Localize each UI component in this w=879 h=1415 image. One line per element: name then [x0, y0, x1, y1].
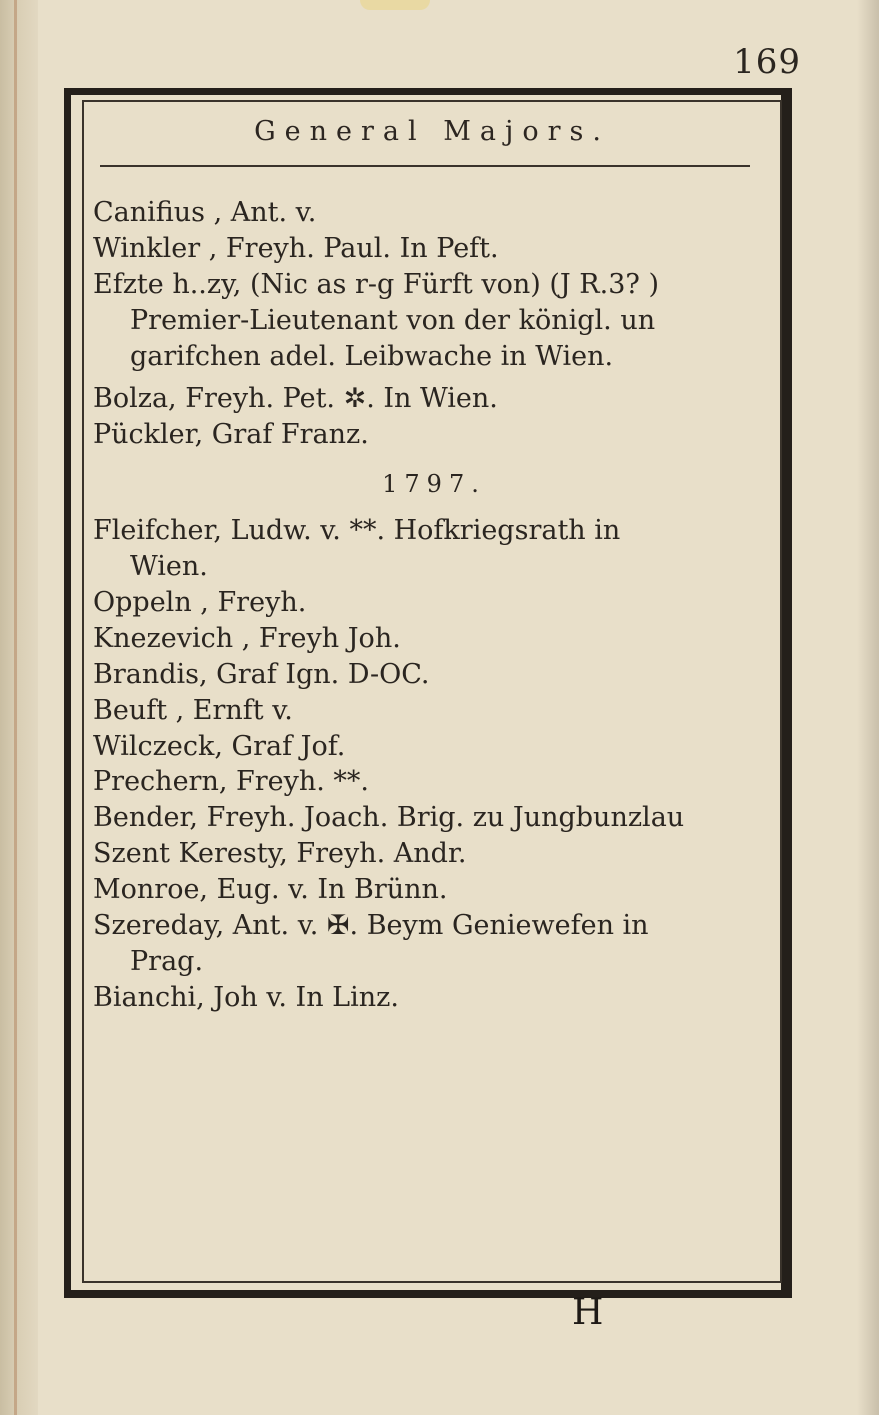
list-item: Szereday, Ant. v. ✠. Beym Geniewefen in: [93, 910, 649, 942]
page-number: 169: [733, 42, 801, 82]
year-heading: 1797.: [382, 470, 486, 499]
list-item: Beuft , Ernft v.: [93, 694, 293, 726]
header-rule: [100, 165, 750, 167]
book-gutter: [0, 0, 38, 1415]
list-item-continuation: Prag.: [130, 945, 204, 977]
list-item: Wilczeck, Graf Jof.: [93, 730, 346, 762]
signature-mark: H: [572, 1292, 604, 1333]
list-item: Efzte h..zy, (Nic as r-g Fürft von) (J R.3? ): [93, 268, 659, 300]
list-item: Pückler, Graf Franz.: [93, 419, 369, 451]
section-header: General Majors.: [254, 116, 610, 147]
list-item: Prechern, Freyh. **.: [93, 766, 370, 798]
entries-list: [93, 195, 775, 1016]
list-item: Bender, Freyh. Joach. Brig. zu Jungbunzlau: [93, 802, 685, 834]
list-item: Bianchi, Joh v. In Linz.: [93, 981, 399, 1013]
list-item-continuation: Wien.: [130, 551, 208, 583]
list-item: Brandis, Graf Ign. D-OC.: [93, 658, 430, 690]
list-item-continuation: garifchen adel. Leibwache in Wien.: [130, 340, 614, 372]
page-edge-shadow: [857, 0, 879, 1415]
list-item: Fleifcher, Ludw. v. **. Hofkriegsrath in: [93, 515, 621, 547]
list-item: Canifius , Ant. v.: [93, 197, 317, 228]
list-item: Winkler , Freyh. Paul. In Peft.: [93, 232, 499, 264]
paper-stain: [360, 0, 430, 10]
list-item: Bolza, Freyh. Pet. ✲. In Wien.: [93, 383, 498, 415]
gutter-edge: [14, 0, 17, 1415]
list-item: Oppeln , Freyh.: [93, 587, 307, 619]
list-item-continuation: Premier-Lieutenant von der königl. un: [130, 304, 656, 336]
list-item: Szent Keresty, Freyh. Andr.: [93, 838, 467, 870]
list-item: Knezevich , Freyh Joh.: [93, 622, 401, 654]
list-item: Monroe, Eug. v. In Brünn.: [93, 874, 448, 906]
